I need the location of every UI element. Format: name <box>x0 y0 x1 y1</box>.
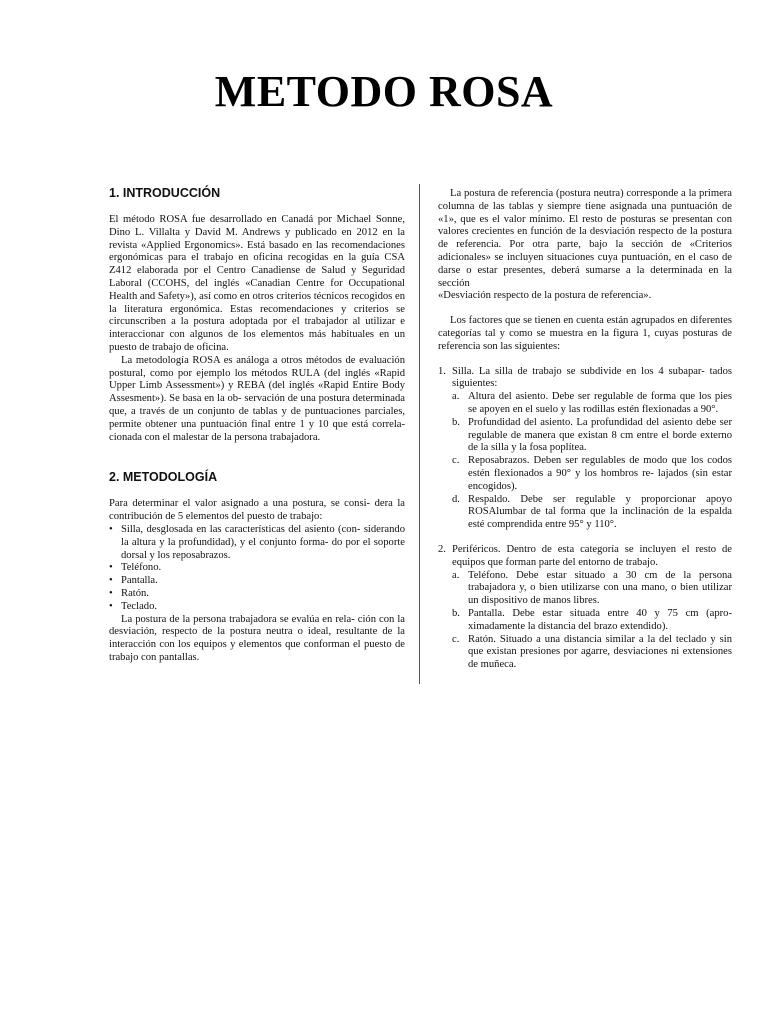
category-peripherals <box>438 544 732 570</box>
subitem-seat-height <box>438 391 732 417</box>
intro-heading: 1. INTRODUCCIÓN <box>109 186 221 200</box>
subitem-text: Ratón. Situado a una distancia similar a la del teclado y sin que existan presiones por agarre, desviaciones ni extensiones de muñeca. <box>468 633 732 671</box>
column-divider <box>419 184 420 684</box>
item-number: 1. <box>438 365 446 377</box>
reference-posture-paragraph: La postura de referencia (postura neutra) corresponde a la primera columna de las tablas y siempre tiene asignada una puntuación de «1», que es el valor mínimo. El resto de posturas se presentan con valores crecientes en función de la desviación respecto de la postura de referencia. Por otra parte, bajo la sección de «Criterios adicionales» se incluyen situaciones cuya puntuación, en el caso de darse o estar presentes, deberá sumarse a la determinada en la sección <box>438 188 732 289</box>
subitem-letter: c. <box>452 455 460 467</box>
bullet-icon: • <box>109 575 113 587</box>
category-chair <box>438 366 732 392</box>
subitem-letter: c. <box>452 633 460 645</box>
item-text: Periféricos. Dentro de esta categoría se incluyen el resto de equipos que forman parte del entorno de trabajo. <box>452 543 732 568</box>
item-number: 2. <box>438 543 446 555</box>
factors-paragraph: Los factores que se tienen en cuenta están agrupados en diferentes categorías tal y como se muestra en la figura 1, cuyas posturas de referencia son las siguientes: <box>438 315 732 352</box>
subitem-text: Teléfono. Debe estar situado a 30 cm de la persona trabajadora y, o bien utilizarse con una mano, o bien utilizar un dispositivo de manos libres. <box>468 569 732 607</box>
list-item: • Teléfono. <box>109 562 162 574</box>
subitem-letter: b. <box>452 416 460 428</box>
bullet-icon: • <box>109 587 113 599</box>
left-column <box>109 186 405 665</box>
page-title: METODO ROSA <box>214 67 554 116</box>
methodology-paragraph-2: La postura de la persona trabajadora se evalúa en rela- ción con la desviación, respecto de la postura neutra o ideal, resultante de la interacción con los equipos y elementos que conforman el puesto de trabajo con pantallas. <box>109 613 405 663</box>
subitem-phone <box>438 570 732 608</box>
bullet-icon: • <box>109 523 113 535</box>
elements-list <box>109 524 405 614</box>
list-item: • Teclado. <box>109 600 158 612</box>
bullet-icon: • <box>109 562 113 574</box>
subitem-text: Respaldo. Debe ser regulable y proporcionar apoyo ROSAlumbar de tal forma que la inclinación de la espalda esté comprendida entre 95° y 110°. <box>468 493 732 531</box>
item-text: Silla. La silla de trabajo se subdivide en los 4 subapar- tados siguientes: <box>452 365 732 390</box>
subitem-armrests <box>438 455 732 493</box>
subitem-text: Profundidad del asiento. La profundidad del asiento debe ser regulable de manera que existan 8 cm entre el borde externo de la silla y la fosa poplítea. <box>468 416 732 454</box>
right-column <box>438 188 732 672</box>
subitem-text: Altura del asiento. Debe ser regulable de forma que los pies se apoyen en el suelo y las rodillas estén flexionadas a 90°. <box>468 391 732 415</box>
subitem-letter: d. <box>452 493 460 505</box>
intro-paragraph-2: La metodología ROSA es análoga a otros métodos de evaluación postural, como por ejemplo los métodos RULA (del inglés «Rapid Upper Limb Assessment») y REBA (del inglés «Rapid Entire Body Assesment»). Se basa en la ob- servación de una postura determinada que, a través de un conjunto de tablas y de puntuaciones parciales, permite obtener una puntuación final entre 1 y 10 que está correla- cionada con el malestar de la persona trabajadora. <box>109 354 405 443</box>
methodology-paragraph-1: Para determinar el valor asignado a una postura, se consi- dera la contribución de 5 elementos del puesto de trabajo: <box>109 498 405 523</box>
subitem-backrest <box>438 494 732 532</box>
list-item: • Silla, desglosada en las características del asiento (con- siderando la altura y la profundidad), y el conjunto forma- do por el soporte dorsal y los reposabrazos. <box>109 523 405 561</box>
bullet-icon: • <box>109 600 113 612</box>
intro-paragraph-1: El método ROSA fue desarrollado en Canadá por Michael Sonne, Dino L. Villalta y David M. Andrews y publicado en 2012 en la revista «Applied Ergonomics». Está basado en las recomendaciones ergonómicas para el trabajo en oficina recogidas en la guía CSA Z412 elaborada por el Centro Canadiense de Salud y Seguridad Laboral (CCOHS, del inglés «Canadian Centre for Occupational Health and Safety»), así como en otros criterios técnicos recogidos en la literatura ergonómica. Estas recomendaciones y criterios se circunscriben a la postura adoptada por el trabajador al utilizar e interaccionar con algunos de los elementos más habituales en un puesto de trabajo de oficina. <box>109 214 405 353</box>
subitem-screen <box>438 608 732 634</box>
subitem-mouse <box>438 634 732 672</box>
list-item: • Ratón. <box>109 587 149 599</box>
subitem-text: Pantalla. Debe estar situada entre 40 y 75 cm (apro- ximadamente la distancia del brazo extendido). <box>468 607 732 632</box>
list-item: • Pantalla. <box>109 575 158 587</box>
methodology-heading: 2. METODOLOGÍA <box>109 470 218 485</box>
reference-posture-paragraph-tail: «Desviación respecto de la postura de referencia». <box>438 290 652 302</box>
subitem-letter: a. <box>452 391 460 403</box>
subitem-letter: b. <box>452 607 460 619</box>
subitem-seat-depth <box>438 417 732 455</box>
subitem-letter: a. <box>452 569 460 581</box>
subitem-text: Reposabrazos. Deben ser regulables de modo que los codos estén flexionados a 90° y los hombros re- lajados (sin estar encogidos). <box>468 455 732 492</box>
